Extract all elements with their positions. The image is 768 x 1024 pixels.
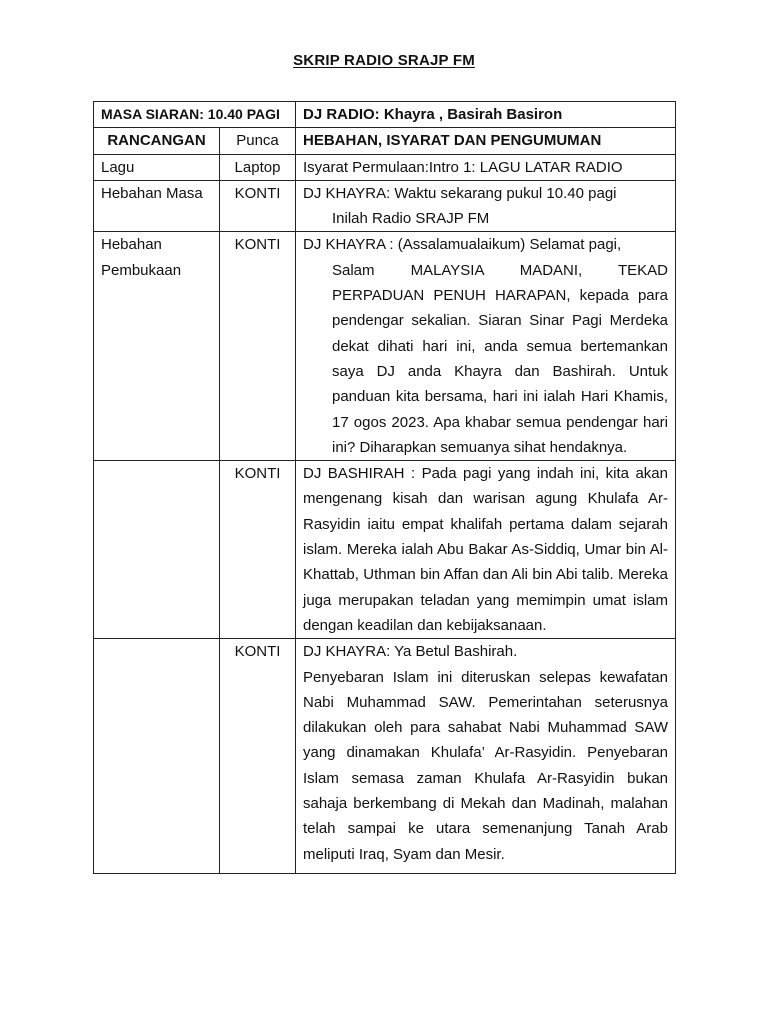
script-table — [93, 101, 676, 874]
content-line: DJ KHAYRA: Waktu sekarang pukul 10.40 pagi — [303, 184, 617, 202]
document-title — [0, 52, 768, 69]
column-header-rancangan: RANCANGAN — [94, 128, 220, 154]
source-cell: KONTI — [220, 461, 296, 639]
content-paragraph: Penyebaran Islam ini diteruskan selepas kewafatan Nabi Muhammad SAW. Pemerintahan seterusnya dilakukan oleh para sahabat Nabi Muhammad SAW yang dinamakan Khulafa’ Ar-Rasyidin. Penyebaran Islam semasa zaman Khulafa Ar-Rasyidin bukan sahaja berkembang di Mekah dan Madinah, malahan telah sampai ke utara semenanjung Tanah Arab meliputi Iraq, Syam dan Mesir. — [303, 668, 668, 863]
content-cell — [296, 639, 676, 874]
table-row-hebahan-pembukaan — [94, 232, 676, 461]
table-row-hebahan-masa — [94, 180, 676, 232]
segment-cell: Hebahan Masa — [94, 180, 220, 232]
content-cell — [296, 461, 676, 639]
content-line: DJ KHAYRA : (Assalamualaikum) Selamat pagi, — [303, 236, 622, 254]
content-line: Inilah Radio SRAJP FM — [332, 210, 490, 228]
table-row-broadcast-time — [94, 102, 676, 128]
source-cell: KONTI — [220, 232, 296, 461]
column-header-punca: Punca — [220, 128, 296, 154]
source-cell: KONTI — [220, 639, 296, 874]
content-paragraph: Salam MALAYSIA MADANI, TEKAD PERPADUAN PENUH HARAPAN, kepada para pendengar sekalian. Siaran Sinar Pagi Merdeka dekat dihati hari ini, anda semua bertemankan saya DJ anda Khayra dan Bashirah. Untuk panduan kita bersama, hari ini ialah Hari Khamis, 17 ogos 2023. Apa khabar semua pendengar hari ini? Diharapkan semuanya sihat hendaknya. — [332, 261, 668, 456]
segment-cell: Lagu — [94, 154, 220, 180]
content-cell — [296, 232, 676, 461]
document-title-text: SKRIP RADIO SRAJP FM — [293, 52, 475, 69]
source-cell: KONTI — [220, 180, 296, 232]
segment-cell: Hebahan Pembukaan — [94, 232, 220, 461]
table-row-khayra — [94, 639, 676, 874]
column-header-hebahan: HEBAHAN, ISYARAT DAN PENGUMUMAN — [296, 128, 676, 154]
broadcast-time-cell: MASA SIARAN: 10.40 PAGI — [94, 102, 296, 128]
segment-cell — [94, 461, 220, 639]
table-row-lagu — [94, 154, 676, 180]
content-cell: Isyarat Permulaan:Intro 1: LAGU LATAR RADIO — [296, 154, 676, 180]
content-line: DJ KHAYRA: Ya Betul Bashirah. — [303, 643, 518, 661]
table-row-bashirah — [94, 461, 676, 639]
table-row-header — [94, 128, 676, 154]
content-paragraph: DJ BASHIRAH : Pada pagi yang indah ini, kita akan mengenang kisah dan warisan agung Khulafa Ar-Rasyidin iaitu empat khalifah pertama dalam sejarah islam. Mereka ialah Abu Bakar As-Siddiq, Umar bin Al-Khattab, Uthman bin Affan dan Ali bin Abi talib. Mereka juga merupakan teladan yang memimpin umat islam dengan keadilan dan kebijaksanaan. — [303, 465, 668, 634]
source-cell: Laptop — [220, 154, 296, 180]
content-cell — [296, 180, 676, 232]
dj-radio-cell: DJ RADIO: Khayra , Basirah Basiron — [296, 102, 676, 128]
segment-cell — [94, 639, 220, 874]
